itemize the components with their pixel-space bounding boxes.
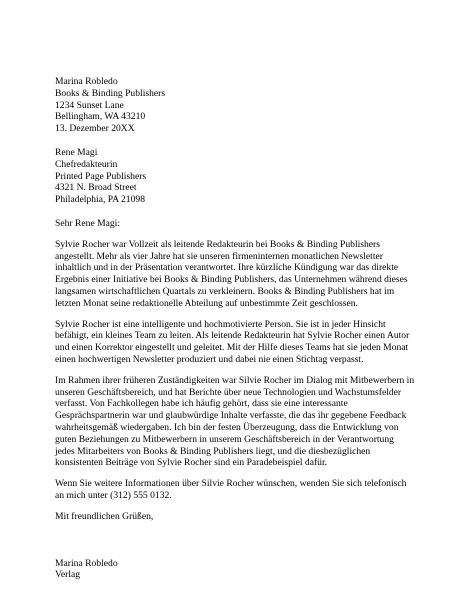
recipient-title: Chefredakteurin [55,158,118,170]
paragraph-line: letzten Monat seine redaktionelle Abteilung auf unbestimmte Zeit geschlossen. [55,297,358,309]
body-paragraph-1 [55,239,425,310]
paragraph-line: Sylvie Rocher ist eine intelligente und hochmotivierte Person. Sie ist in jeder Hinsicht [55,318,386,330]
paragraph-line: angestellt. Mehr als vier Jahre hat sie unseren firmeninternen monatlichen Newsletter [55,250,383,262]
paragraph-line: Im Rahmen ihrer früheren Zuständigkeiten war Silvie Rocher im Dialog mit Mitbewerbern in [55,374,415,386]
letter-page [55,76,425,581]
sender-street: 1234 Sunset Lane [55,99,124,111]
closing: Mit freundlichen Grüßen, [55,510,154,522]
paragraph-line: inhaltlich und in der Präsentation verantwortet. Ihre kürzliche Kündigung war das direkte [55,262,399,274]
body-paragraph-4 [55,478,425,502]
paragraph-line: einen hochwertigen Newsletter produziert und dabei nie einen Stichtag verpasst. [55,353,364,365]
paragraph-line: konsistenten Beiträge von Sylvie Rocher sind ein Paradebeispiel dafür. [55,457,328,469]
sender-city: Bellingham, WA 43210 [55,111,146,123]
paragraph-line: wahrheitsgemäß wiedergaben. Ich bin der festen Überzeugung, dass die Entwicklung von [55,421,399,433]
paragraph-line: Ergebnis einer Initiative bei Books & Binding Publishers, das Unternehmen während dieses [55,274,408,286]
signature-name: Marina Robledo [55,557,118,569]
paragraph-line: Wenn Sie weitere Informationen über Silvie Rocher wünschen, wenden Sie sich telefonisch [55,478,407,490]
sender-company: Books & Binding Publishers [55,87,166,99]
sender-address-block [55,76,425,135]
recipient-street: 4321 N. Broad Street [55,182,137,194]
sender-name: Marina Robledo [55,76,118,87]
salutation: Sehr Rene Magi: [55,217,121,229]
recipient-name: Rene Magi [55,146,98,158]
signature-title: Verlag [55,569,81,581]
signature-block [55,558,425,582]
body-paragraph-3 [55,375,425,469]
letter-date: 13. Dezember 20XX [55,123,135,135]
paragraph-line: guten Beziehungen zu Mitbewerbern in unserem Geschäftsbereich in der Verantwortung [55,433,394,445]
paragraph-line: langsamen wirtschaftlichen Quartals zu verkleinern. Books & Binding Publishers hat im [55,285,395,297]
paragraph-line: Gesprächspartnerin war und glaubwürdige Inhalte verfasste, die das ihr gegebene Feedback [55,410,407,422]
body-paragraph-2 [55,319,425,366]
recipient-company: Printed Page Publishers [55,170,147,182]
paragraph-line: verfasst. Von Fachkollegen habe ich häufig gehört, dass sie eine interessante [55,398,348,410]
paragraph-line: Sylvie Rocher war Vollzeit als leitende Redakteurin bei Books & Binding Publishers [55,238,380,250]
recipient-city: Philadelphia, PA 21098 [55,194,145,206]
paragraph-line: unseren Geschäftsbereich, und hat Berichte über neue Technologien und Wachstumsfelder [55,386,402,398]
paragraph-line: an mich unter (312) 555 0132. [55,489,172,501]
paragraph-line: jedes Mitarbeiters von Books & Binding Publishers liegt, und die diesbezüglichen [55,445,371,457]
recipient-address-block [55,147,425,206]
paragraph-line: und einen Korrektor eingestellt und geleitet. Mit der Hilfe dieses Teams hat sie jeden Monat [55,342,409,354]
paragraph-line: befähigt, ein kleines Team zu leiten. Als leitende Redakteurin hat Sylvie Rocher einen Autor [55,330,410,342]
